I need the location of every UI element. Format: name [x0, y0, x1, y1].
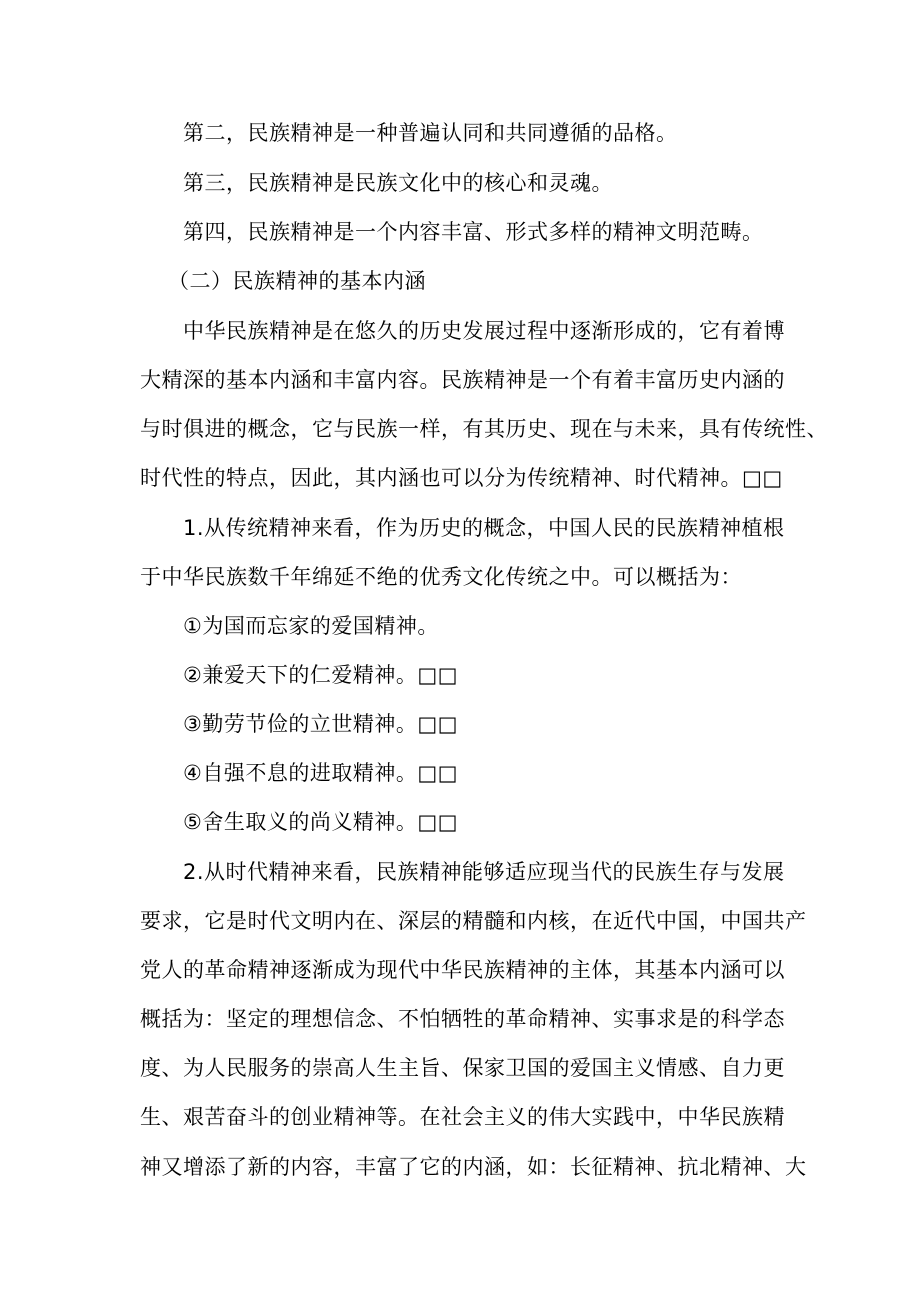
point-second: 第二，民族精神是一种普遍认同和共同遵循的品格。	[183, 121, 678, 145]
section-heading: （二）民族精神的基本内涵	[168, 269, 426, 293]
paragraph-line: 与时俱进的概念，它与民族一样，有其历史、现在与未来，具有传统性、	[140, 417, 828, 441]
paragraph-line: 概括为：坚定的理想信念、不怕牺牲的革命精神、实事求是的科学态	[140, 1007, 785, 1031]
paragraph-line: 中华民族精神是在悠久的历史发展过程中逐渐形成的，它有着博	[183, 319, 785, 343]
paragraph-line: 2.从时代精神来看，民族精神能够适应现当代的民族生存与发展	[183, 860, 785, 884]
paragraph-line: 时代性的特点，因此，其内涵也可以分为传统精神、时代精神。□□	[140, 466, 783, 490]
point-fourth: 第四，民族精神是一个内容丰富、形式多样的精神文明范畴。	[183, 220, 764, 244]
paragraph-line: 于中华民族数千年绵延不绝的优秀文化传统之中。可以概括为：	[140, 565, 742, 589]
list-item: ②兼爱天下的仁爱精神。□□	[183, 663, 459, 687]
paragraph-line: 党人的革命精神逐渐成为现代中华民族精神的主体，其基本内涵可以	[140, 958, 785, 982]
paragraph-line: 1.从传统精神来看，作为历史的概念，中国人民的民族精神植根	[183, 516, 785, 540]
paragraph-line: 生、艰苦奋斗的创业精神等。在社会主义的伟大实践中，中华民族精	[140, 1105, 785, 1129]
paragraph-line: 大精深的基本内涵和丰富内容。民族精神是一个有着丰富历史内涵的	[140, 368, 785, 392]
list-item: ①为国而忘家的爱国精神。	[183, 614, 439, 638]
paragraph-line: 要求，它是时代文明内在、深层的精髓和内核，在近代中国，中国共产	[140, 909, 807, 933]
list-item: ③勤劳节俭的立世精神。□□	[183, 712, 459, 736]
paragraph-line: 度、为人民服务的崇高人生主旨、保家卫国的爱国主义情感、自力更	[140, 1056, 785, 1080]
paragraph-line: 神又增添了新的内容，丰富了它的内涵，如：长征精神、抗北精神、大	[140, 1155, 807, 1179]
list-item: ⑤舍生取义的尚义精神。□□	[183, 810, 459, 834]
list-item: ④自强不息的进取精神。□□	[183, 761, 459, 785]
point-third: 第三，民族精神是民族文化中的核心和灵魂。	[183, 171, 613, 195]
